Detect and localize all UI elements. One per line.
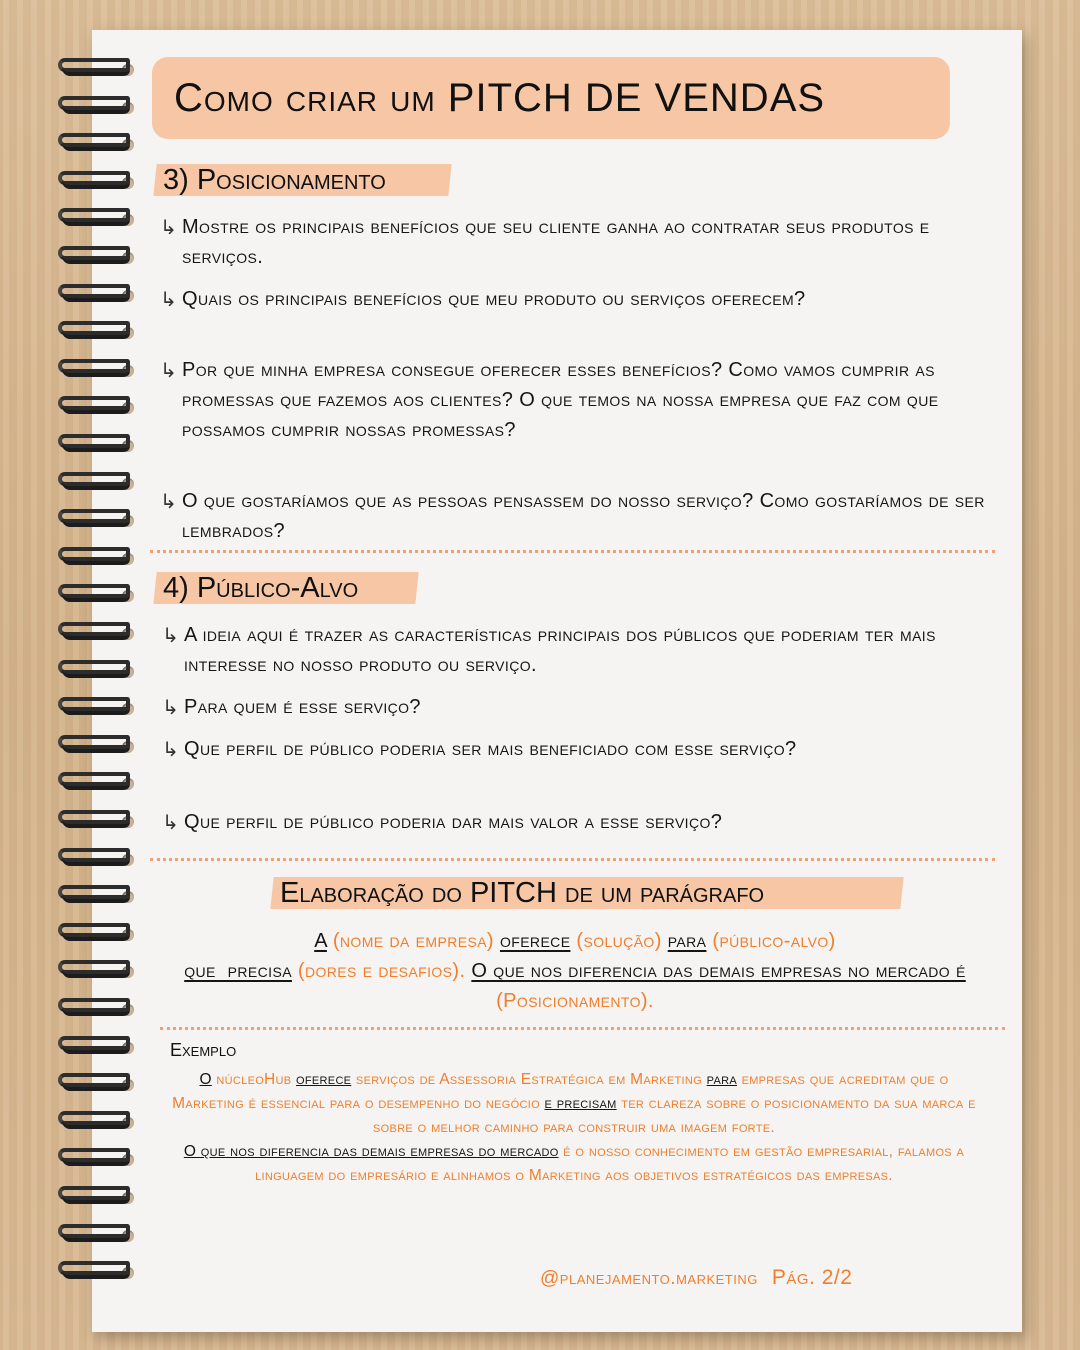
spiral-ring (48, 846, 144, 870)
spiral-ring (48, 357, 144, 381)
dotted-divider (150, 550, 995, 554)
spiral-ring (48, 282, 144, 306)
example-label: Exemplo (170, 1040, 237, 1060)
spiral-ring (48, 958, 144, 982)
bullet-text: Quais os principais benefícios que meu produto ou serviços oferecem? (182, 288, 806, 310)
arrow-icon: ↳ (162, 623, 179, 647)
list-item (162, 734, 892, 764)
arrow-icon: ↳ (162, 810, 179, 834)
bullet-text: Para quem é esse serviço? (184, 696, 421, 718)
section-heading-pitch (272, 873, 902, 913)
formula-a: A (314, 930, 327, 952)
bullet-text: Que perfil de público poderia ser mais beneficiado com esse serviço? (184, 738, 797, 760)
bullet-text: Por que minha empresa consegue oferecer esses benefícios? Como vamos cumprir as promessas que fazemos aos clientes? O que temos na nossa empresa que faz com que possamos cumprir nossas promessas? (182, 359, 939, 441)
list-item (160, 355, 990, 445)
example-empresa: núcleoHub (211, 1071, 297, 1088)
list-item (162, 692, 962, 722)
spiral-ring (48, 545, 144, 569)
formula-nome: (nome da empresa) (326, 930, 500, 952)
pitch-formula (160, 926, 990, 1016)
spiral-ring (48, 582, 144, 606)
spiral-ring (48, 733, 144, 757)
spiral-ring (48, 169, 144, 193)
dotted-divider (150, 858, 995, 862)
example-posicionamento: é o nosso conhecimento em gestão empresarial, falamos a linguagem do empresário e alinhamos o Marketing aos objetivos estratégicos das empresas. (255, 1143, 965, 1184)
spiral-ring (48, 1222, 144, 1246)
spiral-ring (48, 507, 144, 531)
list-item (162, 807, 1002, 837)
list-item (160, 212, 960, 272)
footer (540, 1266, 852, 1290)
spiral-ring (48, 1034, 144, 1058)
spiral-ring (48, 319, 144, 343)
spiral-ring (48, 883, 144, 907)
formula-posicionamento: (Posicionamento). (496, 990, 654, 1012)
spiral-ring (48, 1184, 144, 1208)
arrow-icon: ↳ (162, 695, 179, 719)
arrow-icon: ↳ (160, 287, 177, 311)
arrow-icon: ↳ (160, 215, 177, 239)
spiral-ring (48, 808, 144, 832)
formula-oferece: oferece (499, 930, 571, 952)
spiral-ring (48, 470, 144, 494)
footer-handle: @planejamento.marketing (540, 1268, 758, 1289)
formula-diferencia: O que nos diferencia das demais empresas no mercado é (471, 960, 966, 982)
example-o: O (199, 1071, 212, 1088)
page-title: Como criar um PITCH DE VENDAS (174, 75, 826, 120)
spiral-ring (48, 1071, 144, 1095)
spiral-ring (48, 658, 144, 682)
list-item (160, 486, 1000, 546)
spiral-ring (48, 56, 144, 80)
dotted-divider (160, 1027, 1005, 1031)
formula-publico: (público-alvo) (706, 930, 836, 952)
spiral-ring (48, 1109, 144, 1133)
example-servicos: serviços de Assessoria Estratégica em Marketing (351, 1071, 707, 1088)
spiral-ring (48, 244, 144, 268)
spiral-ring (48, 770, 144, 794)
bullet-text: O que gostaríamos que as pessoas pensassem do nosso serviço? Como gostaríamos de ser lembrados? (182, 490, 985, 542)
formula-que-precisa: que precisa (184, 960, 292, 982)
title-banner (152, 57, 950, 139)
arrow-icon: ↳ (160, 358, 177, 382)
example-diferencia: O que nos diferencia das demais empresas do mercado (183, 1143, 559, 1160)
bullet-text: A ideia aqui é trazer as características principais dos públicos que poderiam ter mais interesse no nosso produto ou serviço. (184, 624, 936, 676)
spiral-ring (48, 921, 144, 945)
formula-para: para (667, 930, 707, 952)
section-heading-posicionamento (155, 160, 450, 200)
spiral-ring (48, 695, 144, 719)
spiral-ring (48, 996, 144, 1020)
bullet-text: Mostre os principais benefícios que seu cliente ganha ao contratar seus produtos e serviços. (182, 216, 930, 268)
spiral-ring (48, 432, 144, 456)
spiral-ring (48, 1259, 144, 1283)
list-item (162, 620, 1002, 680)
bullet-text: Que perfil de público poderia dar mais valor a esse serviço? (184, 811, 723, 833)
spiral-ring (48, 131, 144, 155)
section-heading-label: 3) Posicionamento (163, 163, 386, 196)
section-heading-label: Elaboração do PITCH de um parágrafo (280, 876, 765, 909)
example-para: para (706, 1071, 737, 1088)
arrow-icon: ↳ (160, 489, 177, 513)
spiral-ring (48, 94, 144, 118)
formula-solucao: (solução) (570, 930, 668, 952)
example-oferece: oferece (296, 1071, 352, 1088)
example-e-precisam: e precisam (544, 1095, 617, 1112)
spiral-ring (48, 1146, 144, 1170)
page-number: Pág. 2/2 (771, 1266, 853, 1289)
spiral-ring (48, 394, 144, 418)
spiral-binding (48, 56, 148, 1296)
spiral-ring (48, 206, 144, 230)
list-item (160, 284, 960, 314)
spiral-ring (48, 620, 144, 644)
section-heading-label: 4) Público-Alvo (163, 571, 359, 604)
section-heading-publico-alvo (155, 568, 417, 608)
arrow-icon: ↳ (162, 737, 179, 761)
example-publico: empresas que acreditam que o Marketing é essencial para o desempenho do negócio (172, 1071, 949, 1112)
example-dores: ter clareza sobre o posicionamento da sua marca e sobre o melhor caminho para construir uma imagem forte. (373, 1095, 976, 1136)
example-paragraph (165, 1068, 983, 1188)
formula-dores: (dores e desafios). (291, 960, 472, 982)
